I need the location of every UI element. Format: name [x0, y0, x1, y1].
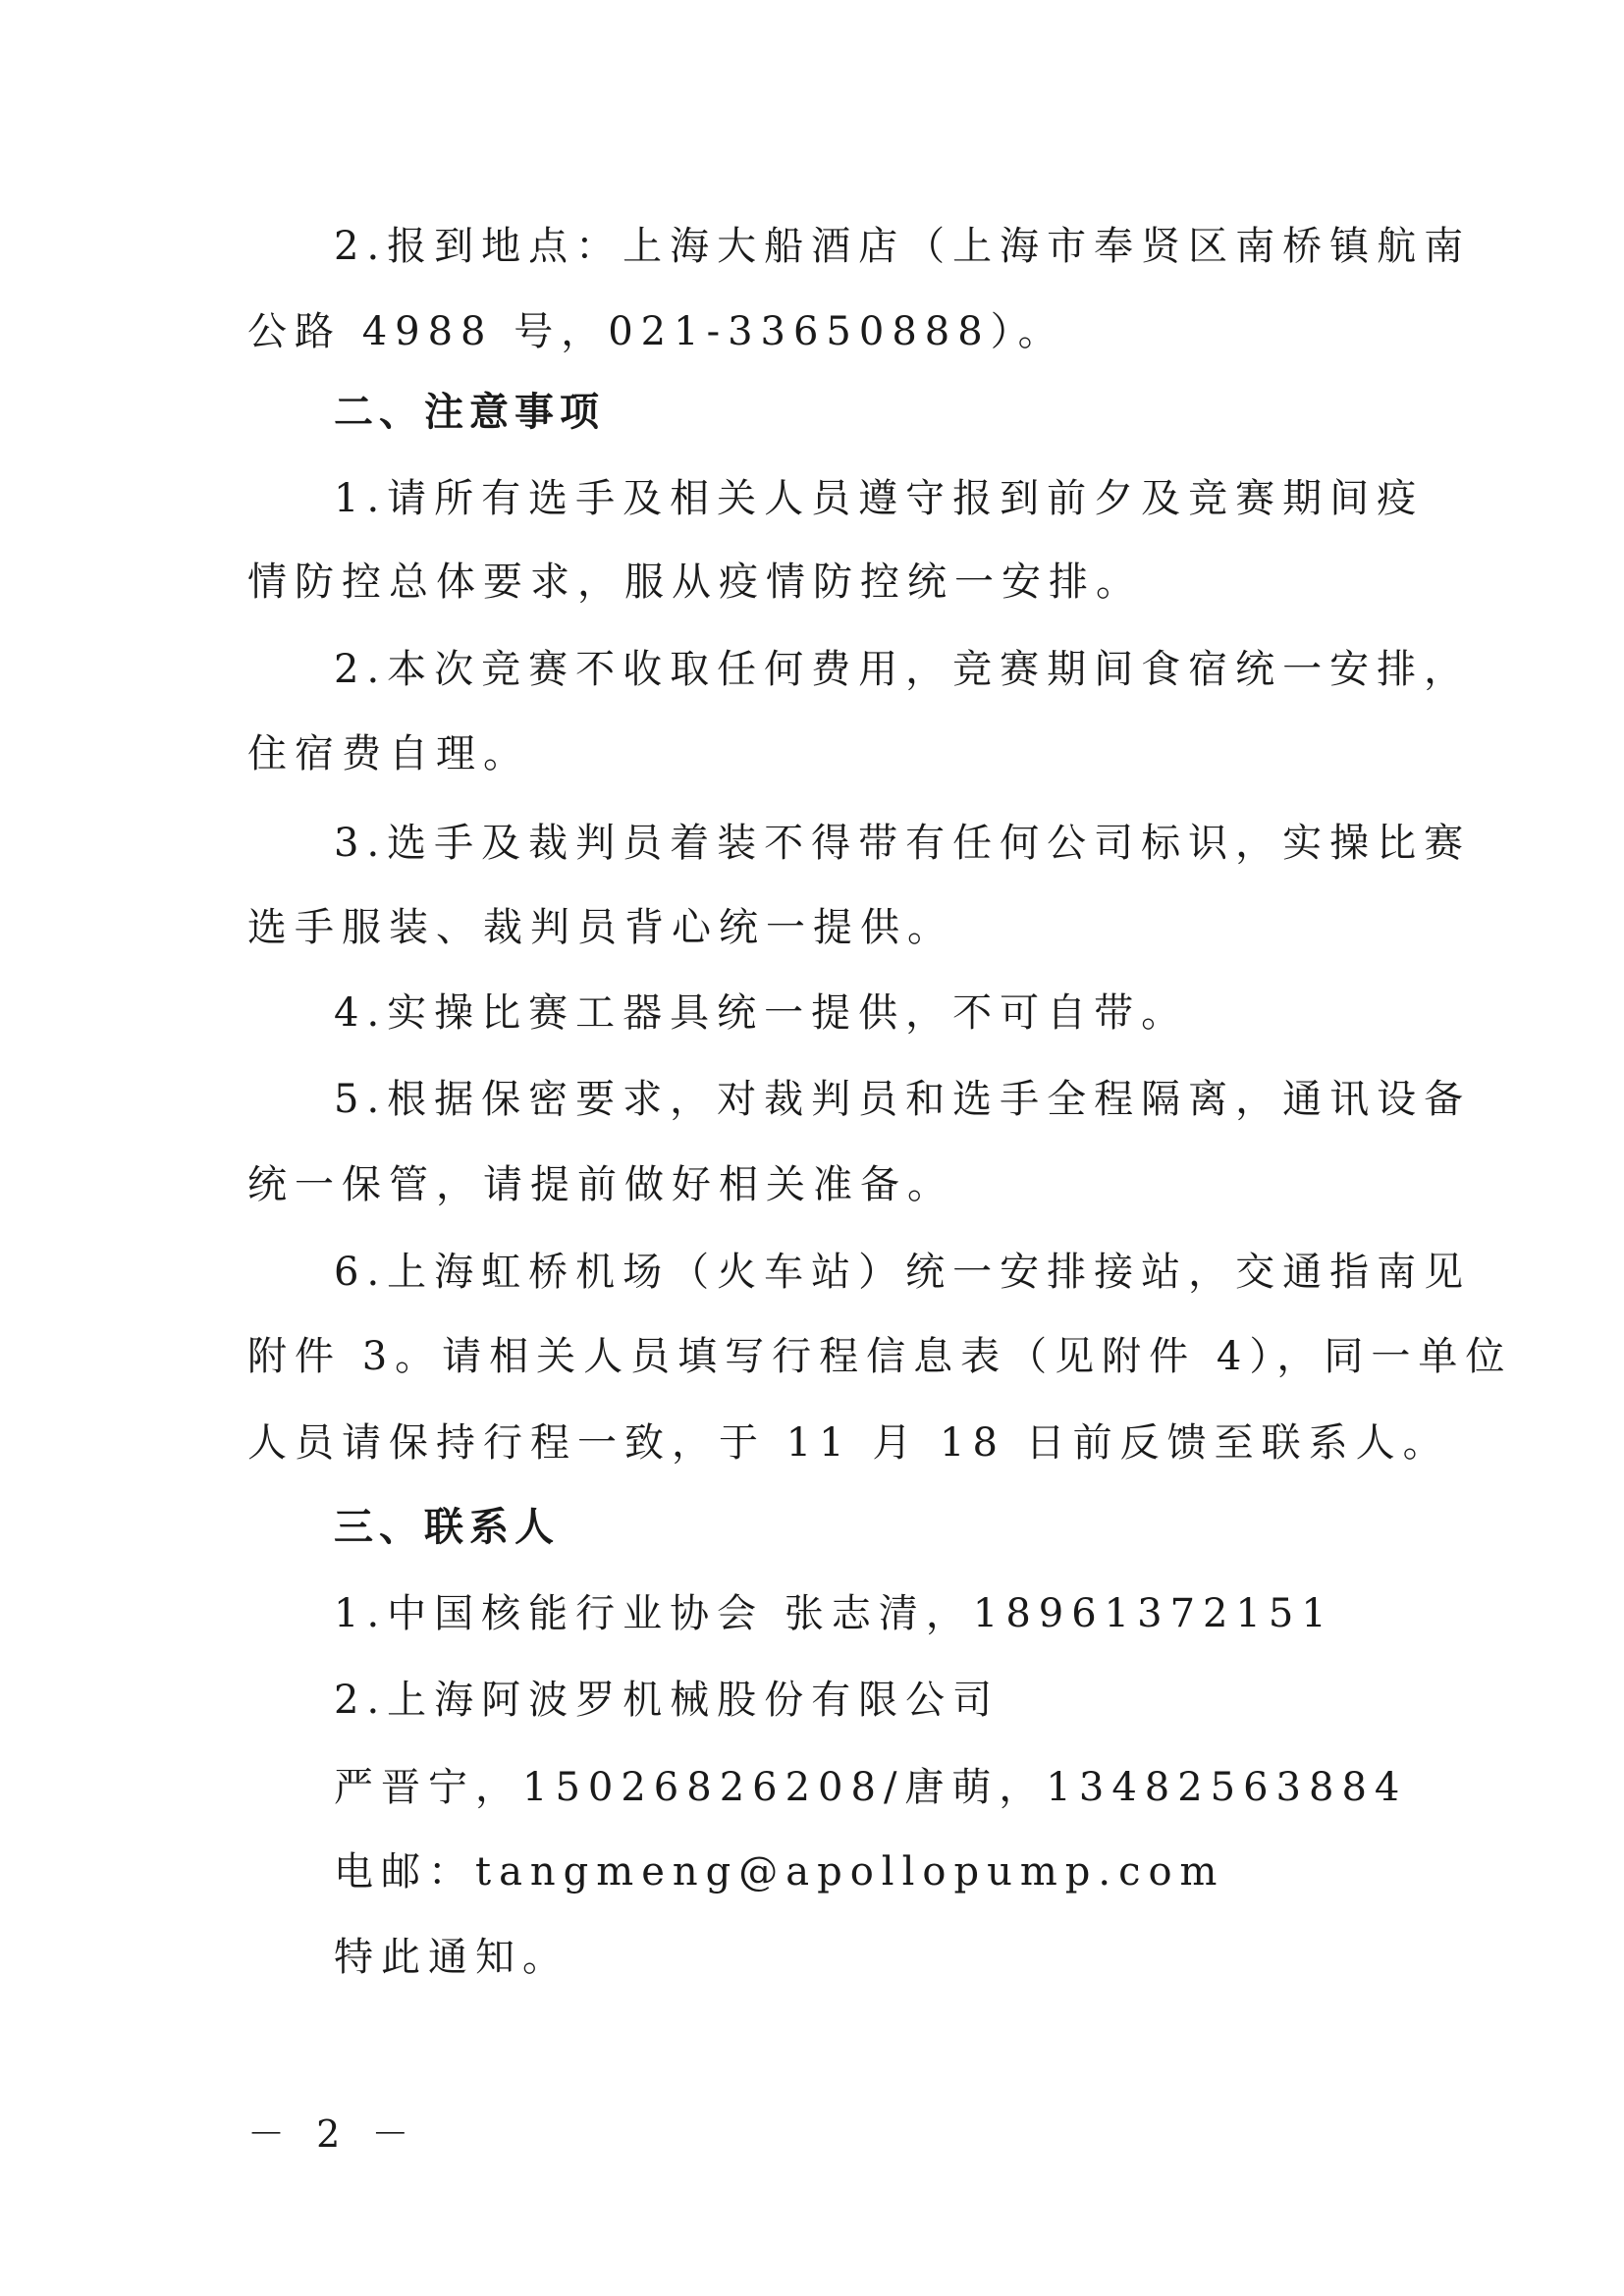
section-heading: 三、联系人: [334, 1505, 560, 1550]
paragraph-line: 严晋宁，15026826208/唐萌，13482563884: [334, 1765, 1408, 1810]
paragraph-line: 5.根据保密要求，对裁判员和选手全程隔离，通讯设备: [334, 1077, 1472, 1122]
paragraph-line: 4.实操比赛工器具统一提供，不可自带。: [334, 990, 1189, 1036]
paragraph-line: 电邮：tangmeng@apollopump.com: [334, 1849, 1225, 1895]
paragraph-line: 统一保管，请提前做好相关准备。: [247, 1162, 954, 1207]
paragraph-line: 1.请所有选手及相关人员遵守报到前夕及竞赛期间疫: [334, 476, 1425, 521]
paragraph-line: 公路 4988 号，021-33650888）。: [247, 309, 1065, 354]
paragraph-line: 人员请保持行程一致，于 11 月 18 日前反馈至联系人。: [247, 1420, 1450, 1466]
paragraph-line: 2.上海阿波罗机械股份有限公司: [334, 1678, 1001, 1723]
paragraph-line: 特此通知。: [334, 1935, 569, 1980]
paragraph-line: 1.中国核能行业协会 张志清，18961372151: [334, 1591, 1334, 1636]
page-number: － 2 －: [247, 2112, 419, 2156]
section-heading: 二、注意事项: [334, 390, 605, 435]
paragraph-line: 住宿费自理。: [247, 731, 530, 776]
paragraph-line: 选手服装、裁判员背心统一提供。: [247, 905, 954, 950]
paragraph-line: 2.本次竞赛不收取任何费用，竞赛期间食宿统一安排，: [334, 647, 1472, 692]
paragraph-line: 情防控总体要求，服从疫情防控统一安排。: [247, 560, 1143, 605]
paragraph-line: 附件 3。请相关人员填写行程信息表（见附件 4），同一单位: [247, 1334, 1513, 1379]
paragraph-line: 3.选手及裁判员着装不得带有任何公司标识，实操比赛: [334, 821, 1472, 866]
paragraph-line: 2.报到地点：上海大船酒店（上海市奉贤区南桥镇航南: [334, 224, 1472, 269]
paragraph-line: 6.上海虹桥机场（火车站）统一安排接站，交通指南见: [334, 1250, 1472, 1295]
